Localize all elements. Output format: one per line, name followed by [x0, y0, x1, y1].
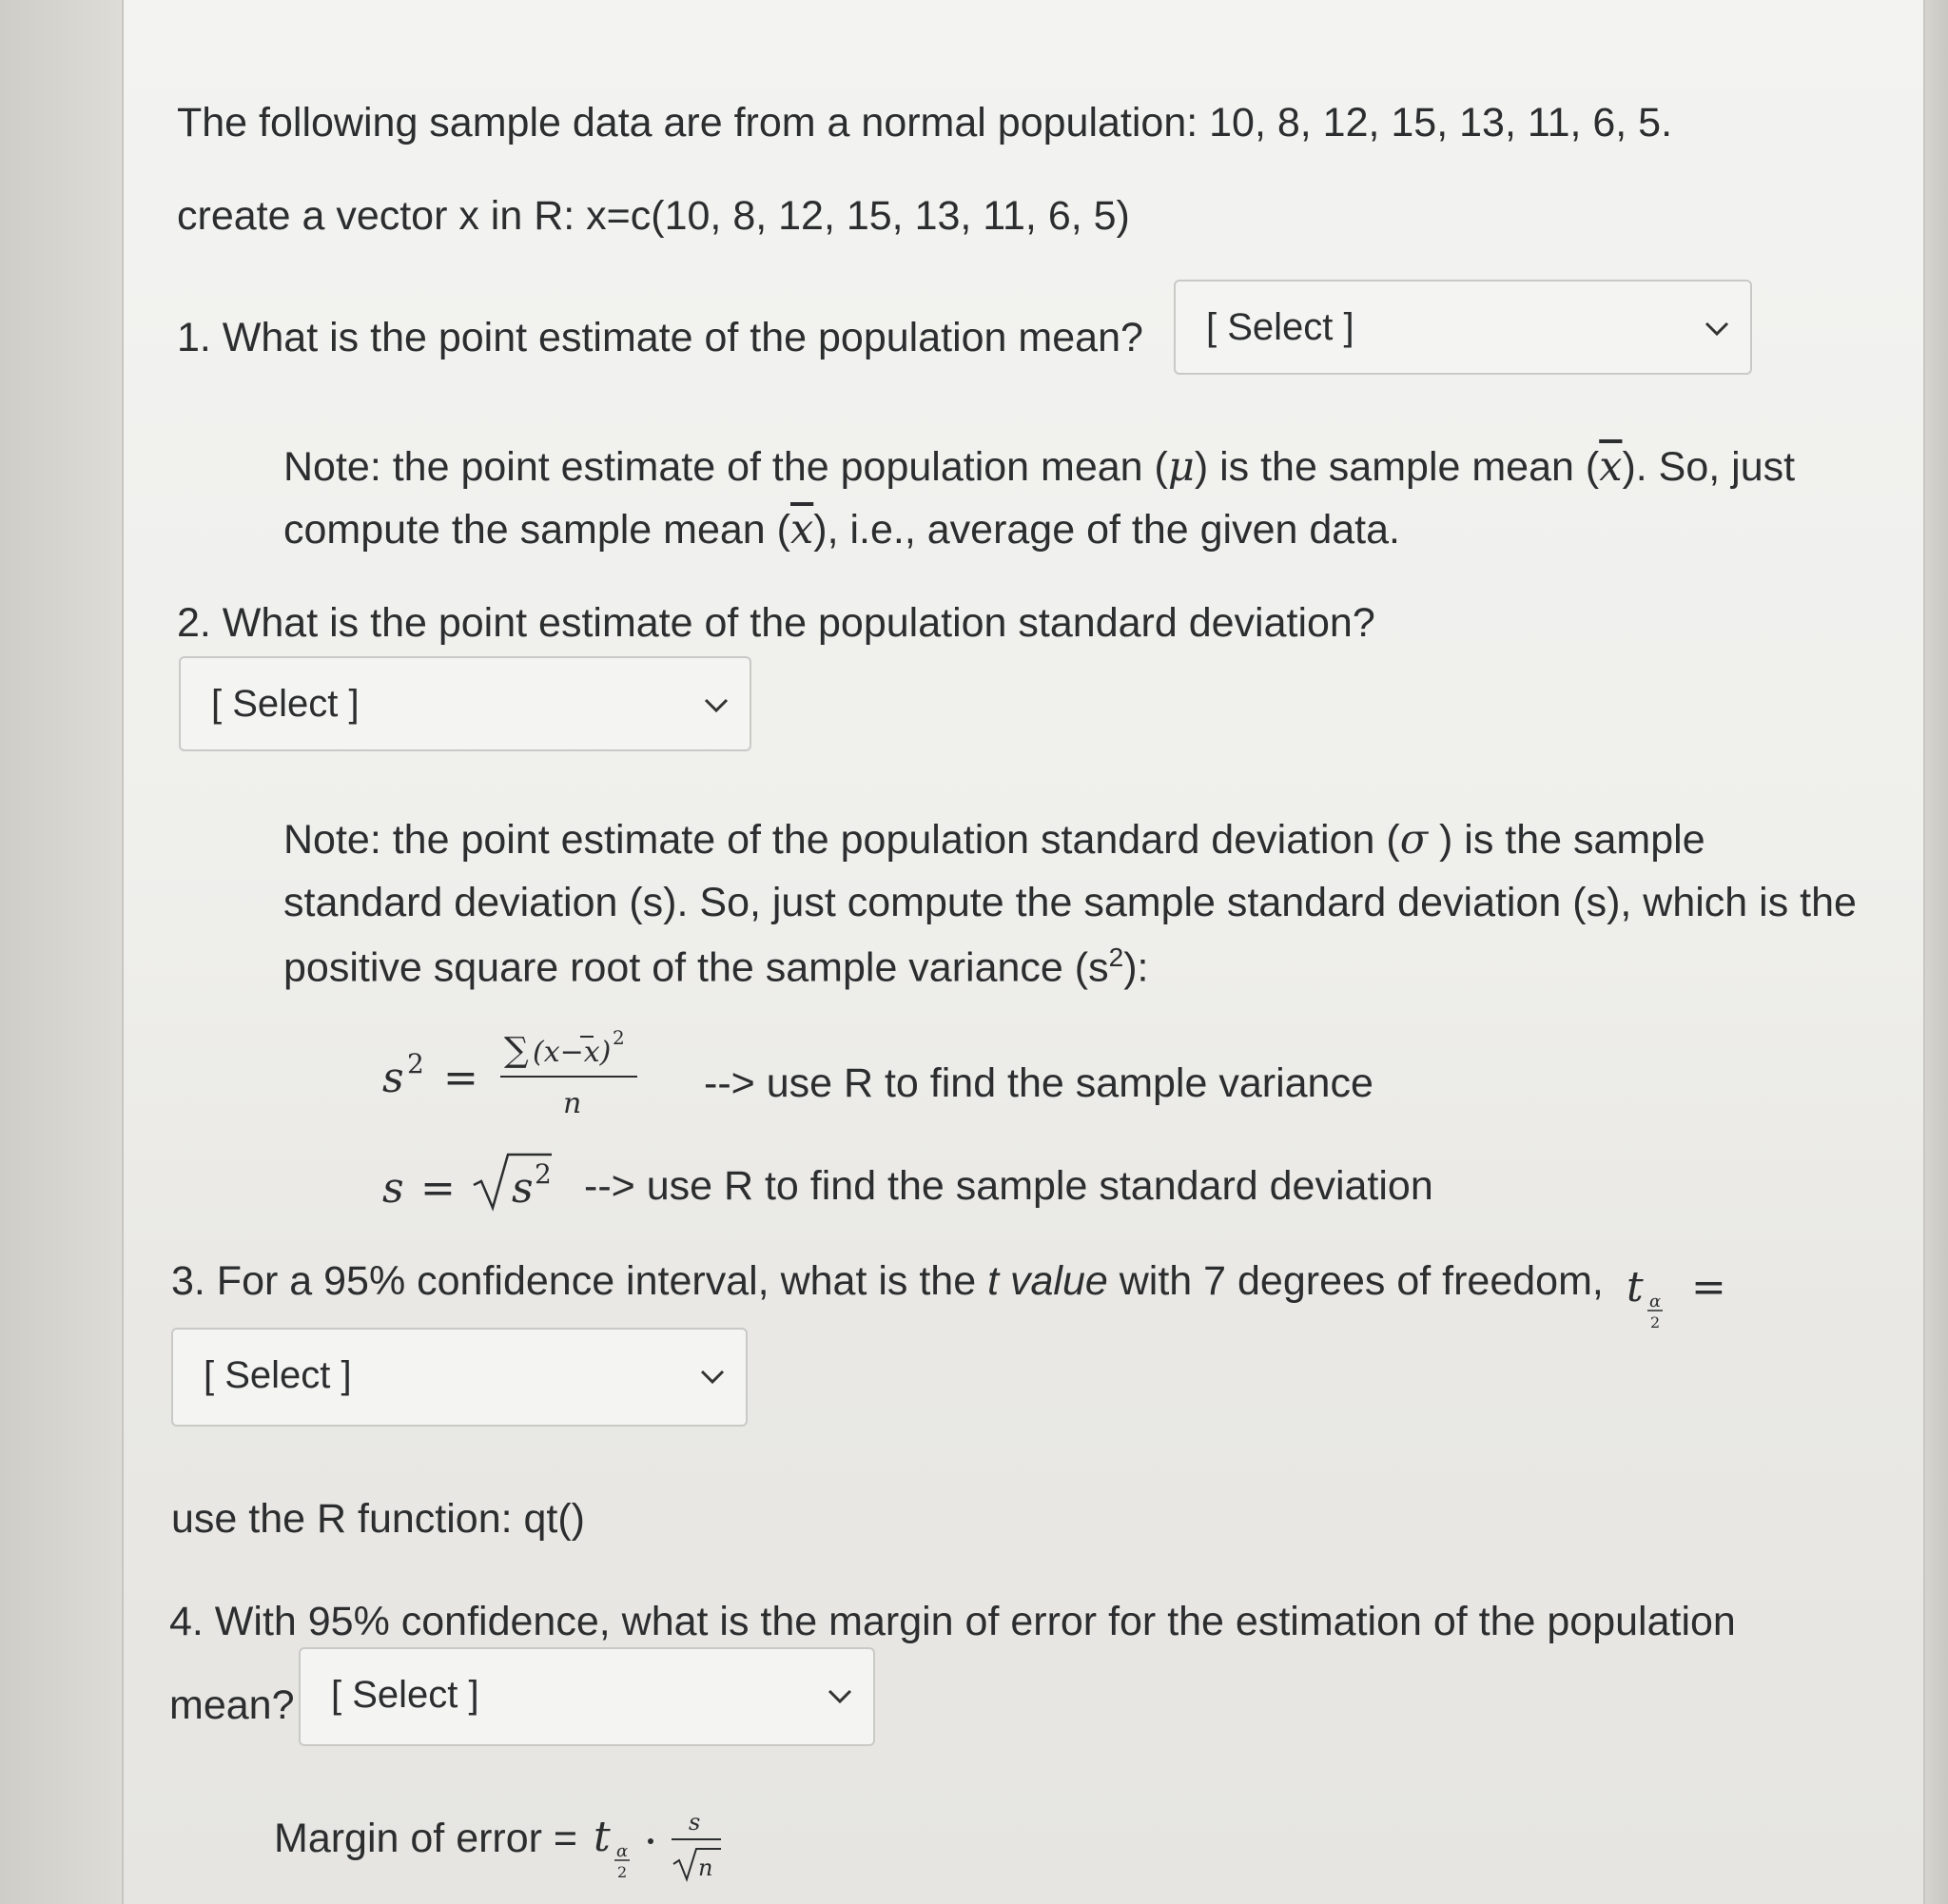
chevron-down-icon	[1703, 316, 1731, 340]
q4-select[interactable]	[299, 1647, 875, 1746]
formula-1-text: --> use R to find the sample variance	[704, 1060, 1373, 1106]
mu-symbol: μ	[1167, 443, 1195, 491]
question-4-line-2: mean?	[169, 1682, 295, 1728]
q1-note-line-1	[283, 443, 1795, 493]
q3-text-b: with 7 degrees of freedom,	[1107, 1258, 1604, 1304]
margin-of-error-label: Margin of error =	[274, 1816, 578, 1861]
svg-text:s: s	[382, 1164, 404, 1213]
question-1: 1. What is the point estimate of the population mean?	[177, 315, 1143, 360]
svg-text:(x−x): (x−x)	[533, 1036, 612, 1069]
question-2: 2. What is the point estimate of the population standard deviation?	[177, 600, 1375, 646]
svg-text:t: t	[594, 1813, 611, 1861]
formula-2-text: --> use R to find the sample standard deviation	[584, 1163, 1433, 1209]
svg-text:n: n	[563, 1087, 582, 1120]
sigma-symbol: σ	[1399, 816, 1429, 864]
svg-text:=: =	[420, 1164, 456, 1213]
svg-text:2: 2	[407, 1048, 424, 1079]
svg-text:α: α	[1649, 1292, 1662, 1311]
q4-select-value: [ Select ]	[331, 1674, 479, 1716]
q2-note-line-3	[283, 942, 1148, 993]
xbar-symbol: $\overline{x}$	[1599, 443, 1623, 491]
intro-line-1: The following sample data are from a normal population: 10, 8, 12, 15, 13, 11, 6, 5.	[177, 100, 1673, 146]
q2-note-text-a: Note: the point estimate of the population standard deviation (	[283, 817, 1400, 863]
q3-hint: use the R function: qt()	[171, 1496, 585, 1542]
squared-superscript: 2	[1108, 942, 1124, 972]
q1-note-text-b: ) is the sample mean (	[1194, 444, 1600, 490]
chevron-down-icon	[826, 1683, 854, 1708]
question-4-line-1: 4. With 95% confidence, what is the margin of error for the estimation of the population	[169, 1599, 1736, 1644]
intro-line-2: create a vector x in R: x=c(10, 8, 12, 15, 13, 11, 6, 5)	[177, 193, 1130, 239]
q2-select[interactable]	[179, 656, 751, 751]
chevron-down-icon	[698, 1364, 727, 1389]
svg-text:2: 2	[613, 1026, 625, 1049]
svg-text:n: n	[698, 1855, 713, 1881]
q2-note3-text-b: ):	[1123, 944, 1149, 991]
q3-select-value: [ Select ]	[204, 1354, 352, 1396]
q2-note-line-1	[283, 816, 1705, 865]
svg-text:s: s	[382, 1054, 404, 1102]
left-margin	[0, 0, 122, 1904]
svg-text:∑: ∑	[504, 1031, 529, 1070]
q3-text-a: 3. For a 95% confidence interval, what is the	[171, 1258, 988, 1304]
svg-text:α: α	[616, 1841, 629, 1861]
q1-note2-text-b: ), i.e., average of the given data.	[813, 507, 1400, 553]
q1-note-line-2	[283, 506, 1400, 555]
svg-text:t: t	[1627, 1263, 1644, 1311]
svg-text:2: 2	[1650, 1313, 1661, 1331]
right-scrollbar-area	[1921, 0, 1948, 1904]
q2-note3-text-a: positive square root of the sample variance (s	[283, 944, 1109, 991]
svg-text:s: s	[512, 1164, 534, 1213]
q1-select[interactable]	[1174, 280, 1752, 375]
q1-note-text-c: ). So, just	[1622, 444, 1796, 490]
q3-select[interactable]	[171, 1328, 748, 1427]
q1-note-text-a: Note: the point estimate of the population mean (	[283, 444, 1168, 490]
q2-select-value: [ Select ]	[211, 683, 360, 725]
svg-text:2: 2	[617, 1863, 628, 1881]
t-alpha-half-symbol	[1627, 1253, 1731, 1339]
chevron-down-icon	[702, 692, 730, 717]
q3-t-value-emphasis: t value	[987, 1258, 1108, 1304]
margin-of-error-formula	[594, 1801, 765, 1900]
q2-note-line-2: standard deviation (s). So, just compute the sample standard deviation (s), which is the	[283, 880, 1857, 925]
svg-text:=: =	[443, 1054, 478, 1102]
svg-text:s: s	[689, 1809, 701, 1836]
xbar-symbol: $\overline{x}$	[790, 506, 814, 554]
q1-select-value: [ Select ]	[1206, 306, 1354, 348]
quiz-page	[122, 0, 1925, 1904]
q2-note-text-b: ) is the sample	[1428, 817, 1705, 863]
q1-note2-text-a: compute the sample mean (	[283, 507, 790, 553]
svg-text:=: =	[1691, 1263, 1726, 1311]
question-3	[171, 1257, 1604, 1307]
svg-text:2: 2	[535, 1158, 552, 1190]
